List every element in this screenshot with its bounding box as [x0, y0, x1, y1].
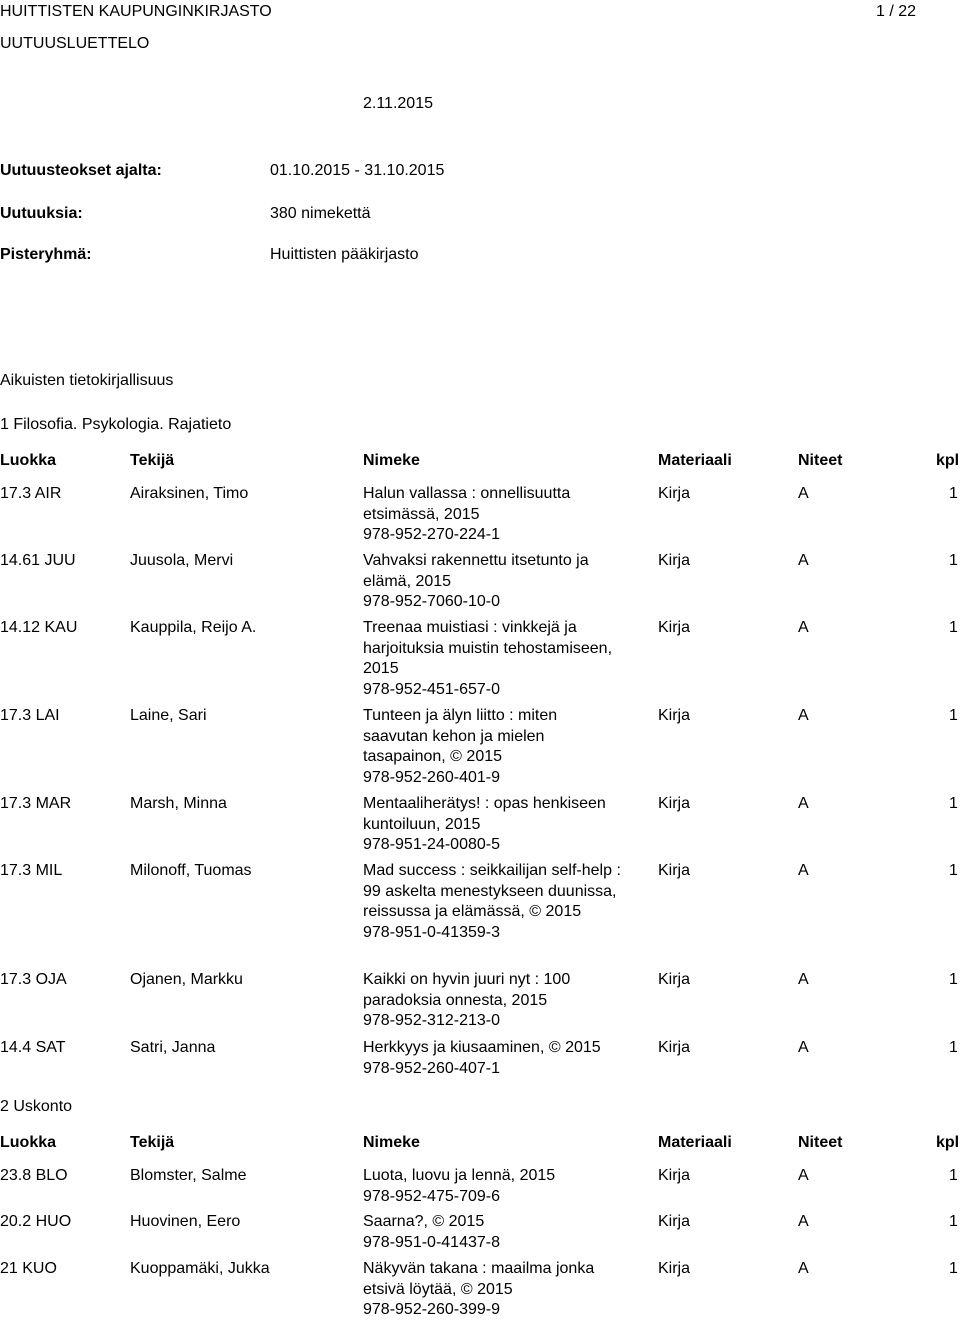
cell-nimeke: [363, 484, 621, 546]
cell-kpl: 1: [949, 1039, 958, 1056]
period-value: 01.10.2015 - 31.10.2015: [270, 162, 445, 179]
cell-niteet: A: [798, 619, 809, 636]
cell-kpl: 1: [949, 1167, 958, 1184]
cell-materiaali: Kirja: [658, 1039, 691, 1056]
cell-materiaali: Kirja: [658, 1260, 691, 1277]
cell-kpl: 1: [949, 619, 958, 636]
cell-niteet: A: [798, 1167, 809, 1184]
cell-niteet: A: [798, 862, 809, 879]
cell-luokka: 17.3 OJA: [0, 971, 67, 988]
column-header-luokka: Luokka: [0, 452, 57, 469]
cell-materiaali: Kirja: [658, 862, 691, 879]
title-text: Vahvaksi rakennettu itsetunto ja elämä, 2015: [363, 552, 589, 590]
cell-luokka: 17.3 MAR: [0, 795, 72, 812]
cell-tekija: Laine, Sari: [130, 707, 207, 724]
cell-materiaali: Kirja: [658, 971, 691, 988]
cell-nimeke: [363, 1259, 621, 1321]
list-title: UUTUUSLUETTELO: [0, 35, 150, 52]
column-header-kpl: kpl: [936, 1134, 960, 1151]
cell-tekija: Juusola, Mervi: [130, 552, 234, 569]
cell-luokka: 17.3 LAI: [0, 707, 60, 724]
isbn-text: 978-952-270-224-1: [363, 526, 500, 544]
cell-kpl: 1: [949, 1213, 958, 1230]
column-header-tekija: Tekijä: [130, 1134, 175, 1151]
section-heading: 2 Uskonto: [0, 1098, 73, 1115]
cell-kpl: 1: [949, 552, 958, 569]
cell-tekija: Airaksinen, Timo: [130, 485, 249, 502]
isbn-text: 978-952-475-709-6: [363, 1187, 500, 1205]
cell-kpl: 1: [949, 971, 958, 988]
title-text: Mentaaliherätys! : opas henkiseen kuntoiluun, 2015: [363, 795, 606, 833]
cell-nimeke: [363, 618, 621, 700]
cell-niteet: A: [798, 1039, 809, 1056]
cell-luokka: 14.61 JUU: [0, 552, 76, 569]
title-text: Tunteen ja älyn liitto : miten saavutan kehon ja mielen tasapainon, © 2015: [363, 707, 558, 766]
isbn-text: 978-951-24-0080-5: [363, 836, 500, 854]
report-date: 2.11.2015: [363, 95, 433, 112]
title-text: Kaikki on hyvin juuri nyt : 100 paradoksia onnesta, 2015: [363, 971, 571, 1009]
cell-nimeke: [363, 970, 621, 1032]
column-header-nimeke: Nimeke: [363, 452, 420, 469]
section-heading: 1 Filosofia. Psykologia. Rajatieto: [0, 416, 232, 433]
title-text: Treenaa muistiasi : vinkkejä ja harjoituksia muistin tehostamiseen, 2015: [363, 619, 613, 678]
cell-materiaali: Kirja: [658, 795, 691, 812]
group-value: Huittisten pääkirjasto: [270, 246, 419, 263]
isbn-text: 978-952-7060-10-0: [363, 593, 500, 611]
column-header-tekija: Tekijä: [130, 452, 175, 469]
page-indicator: 1 / 22: [875, 3, 916, 20]
cell-kpl: 1: [949, 795, 958, 812]
cell-nimeke: [363, 794, 621, 856]
cell-tekija: Ojanen, Markku: [130, 971, 243, 988]
isbn-text: 978-952-260-401-9: [363, 768, 500, 786]
column-header-materiaali: Materiaali: [658, 452, 732, 469]
cell-niteet: A: [798, 485, 809, 502]
isbn-text: 978-952-260-407-1: [363, 1059, 500, 1077]
cell-kpl: 1: [949, 862, 958, 879]
cell-kpl: 1: [949, 485, 958, 502]
cell-materiaali: Kirja: [658, 552, 691, 569]
cell-tekija: Marsh, Minna: [130, 795, 227, 812]
cell-nimeke: [363, 706, 621, 788]
cell-niteet: A: [798, 795, 809, 812]
cell-tekija: Blomster, Salme: [130, 1167, 247, 1184]
cell-niteet: A: [798, 1213, 809, 1230]
category-heading: Aikuisten tietokirjallisuus: [0, 372, 174, 389]
title-text: Halun vallassa : onnellisuutta etsimässä, 2015: [363, 485, 571, 523]
cell-materiaali: Kirja: [658, 707, 691, 724]
cell-tekija: Milonoff, Tuomas: [130, 862, 252, 879]
title-text: Herkkyys ja kiusaaminen, © 2015: [363, 1039, 601, 1056]
column-header-materiaali: Materiaali: [658, 1134, 732, 1151]
cell-nimeke: [363, 551, 621, 613]
cell-niteet: A: [798, 1260, 809, 1277]
cell-luokka: 20.2 HUO: [0, 1213, 72, 1230]
cell-kpl: 1: [949, 1260, 958, 1277]
column-header-nimeke: Nimeke: [363, 1134, 420, 1151]
cell-materiaali: Kirja: [658, 1213, 691, 1230]
cell-luokka: 23.8 BLO: [0, 1167, 68, 1184]
cell-materiaali: Kirja: [658, 619, 691, 636]
cell-nimeke: [363, 861, 621, 943]
cell-tekija: Huovinen, Eero: [130, 1213, 241, 1230]
column-header-luokka: Luokka: [0, 1134, 57, 1151]
count-value: 380 nimekettä: [270, 205, 371, 222]
group-label: Pisteryhmä:: [0, 246, 92, 263]
isbn-text: 978-951-0-41359-3: [363, 923, 500, 941]
cell-niteet: A: [798, 707, 809, 724]
cell-luokka: 17.3 AIR: [0, 485, 62, 502]
isbn-text: 978-952-312-213-0: [363, 1012, 500, 1030]
cell-tekija: Kauppila, Reijo A.: [130, 619, 257, 636]
cell-luokka: 14.4 SAT: [0, 1039, 66, 1056]
cell-tekija: Kuoppamäki, Jukka: [130, 1260, 270, 1277]
cell-kpl: 1: [949, 707, 958, 724]
title-text: Luota, luovu ja lennä, 2015: [363, 1167, 556, 1184]
isbn-text: 978-951-0-41437-8: [363, 1233, 500, 1251]
cell-luokka: 14.12 KAU: [0, 619, 78, 636]
cell-nimeke: [363, 1038, 648, 1079]
cell-nimeke: [363, 1212, 621, 1253]
title-text: Näkyvän takana : maailma jonka etsivä löytää, © 2015: [363, 1260, 595, 1298]
isbn-text: 978-952-451-657-0: [363, 680, 500, 698]
cell-materiaali: Kirja: [658, 1167, 691, 1184]
cell-materiaali: Kirja: [658, 485, 691, 502]
cell-niteet: A: [798, 971, 809, 988]
column-header-niteet: Niteet: [798, 1134, 843, 1151]
cell-niteet: A: [798, 552, 809, 569]
period-label: Uutuusteokset ajalta:: [0, 162, 162, 179]
count-label: Uutuuksia:: [0, 205, 83, 222]
column-header-niteet: Niteet: [798, 452, 843, 469]
cell-nimeke: [363, 1166, 621, 1207]
library-name: HUITTISTEN KAUPUNGINKIRJASTO: [0, 3, 272, 20]
isbn-text: 978-952-260-399-9: [363, 1301, 500, 1319]
title-text: Saarna?, © 2015: [363, 1213, 485, 1230]
cell-luokka: 17.3 MIL: [0, 862, 63, 879]
column-header-kpl: kpl: [936, 452, 960, 469]
title-text: Mad success : seikkailijan self-help : 99 askelta menestykseen duunissa, reissussa ja elämässä, © 2015: [363, 862, 621, 921]
cell-luokka: 21 KUO: [0, 1260, 57, 1277]
cell-tekija: Satri, Janna: [130, 1039, 216, 1056]
